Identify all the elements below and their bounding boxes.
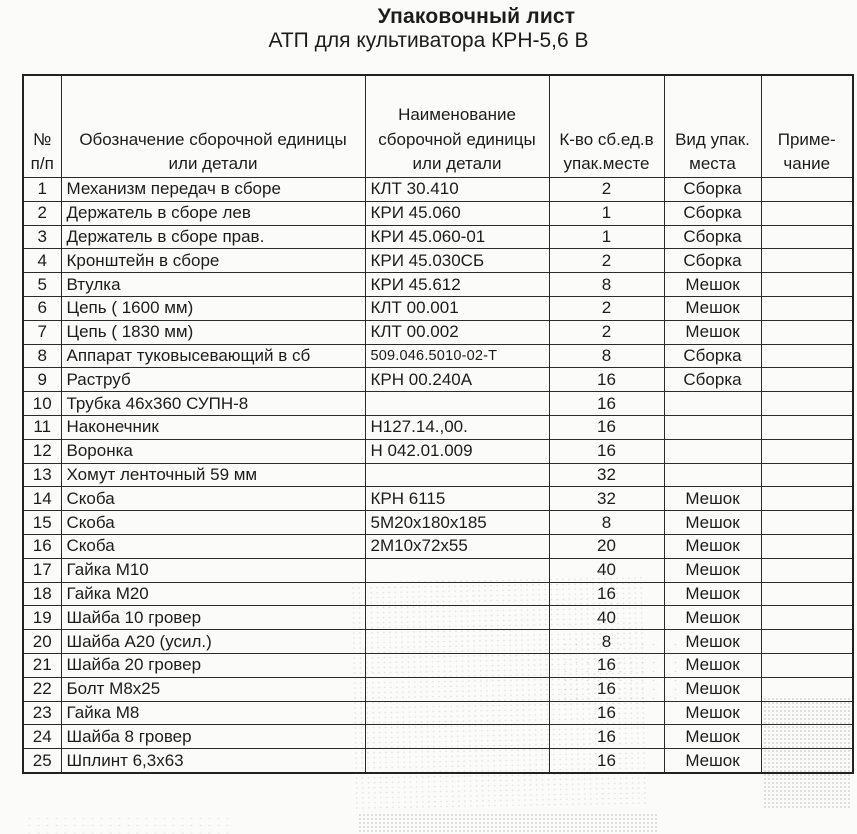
designation-cell: Держатель в сборе прав. <box>61 225 365 249</box>
package-type-cell: Сборка <box>664 344 761 368</box>
note-cell <box>761 582 853 606</box>
table-row <box>23 296 853 320</box>
table-row <box>23 677 853 701</box>
name-cell: КРИ 45.030СБ <box>365 249 549 273</box>
name-cell <box>365 463 549 487</box>
quantity-cell: 2 <box>549 249 664 273</box>
quantity-cell: 16 <box>549 701 664 725</box>
quantity-cell: 40 <box>549 558 664 582</box>
package-type-cell: Мешок <box>664 725 761 749</box>
name-cell <box>365 749 549 773</box>
note-cell <box>761 749 853 773</box>
package-type-cell: Мешок <box>664 701 761 725</box>
package-type-cell: Сборка <box>664 225 761 249</box>
quantity-cell: 16 <box>549 368 664 392</box>
row-number-cell: 12 <box>23 439 61 463</box>
document-subtitle: АТП для культиватора КРН-5,6 В <box>268 29 589 52</box>
row-number-cell: 9 <box>23 368 61 392</box>
name-cell <box>365 701 549 725</box>
quantity-cell: 16 <box>549 439 664 463</box>
row-number-cell: 2 <box>23 201 61 225</box>
designation-cell: Скоба <box>61 534 365 558</box>
name-cell: КЛТ 00.001 <box>365 296 549 320</box>
note-cell <box>761 320 853 344</box>
name-cell: КРИ 45.060-01 <box>365 225 549 249</box>
note-cell <box>761 511 853 535</box>
table-row <box>23 630 853 654</box>
designation-cell: Держатель в сборе лев <box>61 201 365 225</box>
package-type-cell: Сборка <box>664 178 761 202</box>
row-number-cell: 14 <box>23 487 61 511</box>
quantity-cell: 2 <box>549 320 664 344</box>
designation-cell: Аппарат туковысевающий в сб <box>61 344 365 368</box>
quantity-cell: 16 <box>549 582 664 606</box>
designation-cell: Шайба 8 гровер <box>61 725 365 749</box>
table-row <box>23 534 853 558</box>
designation-cell: Шплинт 6,3х63 <box>61 749 365 773</box>
name-cell <box>365 606 549 630</box>
row-number-cell: 10 <box>23 392 61 416</box>
table-row <box>23 439 853 463</box>
table-row <box>23 487 853 511</box>
note-cell <box>761 415 853 439</box>
table-row <box>23 249 853 273</box>
note-cell <box>761 701 853 725</box>
name-cell <box>365 653 549 677</box>
note-cell <box>761 368 853 392</box>
note-cell <box>761 725 853 749</box>
designation-cell: Кронштейн в сборе <box>61 249 365 273</box>
table-row <box>23 201 853 225</box>
row-number-cell: 16 <box>23 534 61 558</box>
package-type-cell: Мешок <box>664 534 761 558</box>
name-cell: Н 042.01.009 <box>365 439 549 463</box>
note-cell <box>761 439 853 463</box>
table-row <box>23 368 853 392</box>
package-type-cell: Мешок <box>664 558 761 582</box>
designation-cell: Воронка <box>61 439 365 463</box>
row-number-cell: 4 <box>23 249 61 273</box>
row-number-cell: 21 <box>23 653 61 677</box>
name-cell <box>365 392 549 416</box>
table-row <box>23 725 853 749</box>
row-number-cell: 18 <box>23 582 61 606</box>
designation-cell: Втулка <box>61 273 365 297</box>
package-type-cell <box>664 392 761 416</box>
name-cell: КРИ 45.612 <box>365 273 549 297</box>
document-title: Упаковочный лист <box>377 5 576 28</box>
row-number-cell: 6 <box>23 296 61 320</box>
note-cell <box>761 249 853 273</box>
scan-noise <box>358 813 658 834</box>
package-type-cell: Мешок <box>664 630 761 654</box>
quantity-cell: 16 <box>549 749 664 773</box>
note-cell <box>761 677 853 701</box>
package-type-cell: Мешок <box>664 749 761 773</box>
name-cell <box>365 558 549 582</box>
quantity-cell: 16 <box>549 415 664 439</box>
row-number-cell: 25 <box>23 749 61 773</box>
designation-cell: Раструб <box>61 368 365 392</box>
name-cell: КРН 6115 <box>365 487 549 511</box>
note-cell <box>761 630 853 654</box>
quantity-cell: 16 <box>549 725 664 749</box>
row-number-cell: 20 <box>23 630 61 654</box>
row-number-cell: 17 <box>23 558 61 582</box>
quantity-cell: 40 <box>549 606 664 630</box>
quantity-cell: 8 <box>549 273 664 297</box>
quantity-cell: 16 <box>549 392 664 416</box>
table-body <box>23 178 853 773</box>
designation-cell: Гайка М8 <box>61 701 365 725</box>
package-type-cell: Сборка <box>664 368 761 392</box>
quantity-cell: 16 <box>549 677 664 701</box>
table-row <box>23 344 853 368</box>
name-cell <box>365 725 549 749</box>
table-row <box>23 225 853 249</box>
package-type-cell: Мешок <box>664 677 761 701</box>
name-cell: Н127.14.,00. <box>365 415 549 439</box>
header-package-type: Вид упак. места <box>664 75 761 178</box>
table-row <box>23 273 853 297</box>
row-number-cell: 19 <box>23 606 61 630</box>
table-row <box>23 558 853 582</box>
note-cell <box>761 487 853 511</box>
name-cell: КРИ 45.060 <box>365 201 549 225</box>
note-cell <box>761 558 853 582</box>
name-cell <box>365 677 549 701</box>
row-number-cell: 1 <box>23 178 61 202</box>
note-cell <box>761 463 853 487</box>
quantity-cell: 32 <box>549 487 664 511</box>
table-row <box>23 606 853 630</box>
row-number-cell: 13 <box>23 463 61 487</box>
package-type-cell: Мешок <box>664 582 761 606</box>
name-cell: 5М20х180х185 <box>365 511 549 535</box>
row-number-cell: 23 <box>23 701 61 725</box>
designation-cell: Шайба А20 (усил.) <box>61 630 365 654</box>
note-cell <box>761 653 853 677</box>
package-type-cell: Мешок <box>664 273 761 297</box>
header-designation: Обозначение сборочной единицы или детали <box>61 75 365 178</box>
table-row <box>23 653 853 677</box>
row-number-cell: 7 <box>23 320 61 344</box>
name-cell: КРН 00.240А <box>365 368 549 392</box>
name-cell: КЛТ 00.002 <box>365 320 549 344</box>
note-cell <box>761 534 853 558</box>
package-type-cell <box>664 439 761 463</box>
quantity-cell: 8 <box>549 344 664 368</box>
note-cell <box>761 606 853 630</box>
designation-cell: Скоба <box>61 487 365 511</box>
package-type-cell: Мешок <box>664 511 761 535</box>
row-number-cell: 3 <box>23 225 61 249</box>
table-row <box>23 392 853 416</box>
table-row <box>23 415 853 439</box>
designation-cell: Болт М8х25 <box>61 677 365 701</box>
header-row-number: № п/п <box>23 75 61 178</box>
note-cell <box>761 225 853 249</box>
package-type-cell: Мешок <box>664 653 761 677</box>
table-row <box>23 701 853 725</box>
header-name: Наименование сборочной единицы или детали <box>365 75 549 178</box>
package-type-cell: Мешок <box>664 487 761 511</box>
package-type-cell: Мешок <box>664 296 761 320</box>
package-type-cell <box>664 415 761 439</box>
quantity-cell: 2 <box>549 296 664 320</box>
quantity-cell: 16 <box>549 653 664 677</box>
package-type-cell <box>664 463 761 487</box>
scan-noise <box>25 815 235 833</box>
header-quantity: К-во сб.ед.в упак.месте <box>549 75 664 178</box>
designation-cell: Шайба 20 гровер <box>61 653 365 677</box>
header-note: Приме-чание <box>761 75 853 178</box>
quantity-cell: 1 <box>549 225 664 249</box>
package-type-cell: Сборка <box>664 201 761 225</box>
quantity-cell: 2 <box>549 178 664 202</box>
table-row <box>23 582 853 606</box>
quantity-cell: 8 <box>549 511 664 535</box>
designation-cell: Гайка М20 <box>61 582 365 606</box>
designation-cell: Цепь ( 1830 мм) <box>61 320 365 344</box>
designation-cell: Скоба <box>61 511 365 535</box>
designation-cell: Хомут ленточный 59 мм <box>61 463 365 487</box>
row-number-cell: 8 <box>23 344 61 368</box>
table-header-row <box>23 75 853 178</box>
table-row <box>23 463 853 487</box>
quantity-cell: 20 <box>549 534 664 558</box>
package-type-cell: Мешок <box>664 606 761 630</box>
row-number-cell: 24 <box>23 725 61 749</box>
row-number-cell: 22 <box>23 677 61 701</box>
table-row <box>23 320 853 344</box>
package-type-cell: Сборка <box>664 249 761 273</box>
table-row <box>23 511 853 535</box>
designation-cell: Механизм передач в сборе <box>61 178 365 202</box>
note-cell <box>761 201 853 225</box>
note-cell <box>761 273 853 297</box>
name-cell: 2М10х72х55 <box>365 534 549 558</box>
quantity-cell: 1 <box>549 201 664 225</box>
row-number-cell: 11 <box>23 415 61 439</box>
name-cell <box>365 582 549 606</box>
designation-cell: Цепь ( 1600 мм) <box>61 296 365 320</box>
name-cell: КЛТ 30.410 <box>365 178 549 202</box>
row-number-cell: 5 <box>23 273 61 297</box>
note-cell <box>761 178 853 202</box>
name-cell <box>365 630 549 654</box>
row-number-cell: 15 <box>23 511 61 535</box>
table-row <box>23 749 853 773</box>
package-type-cell: Мешок <box>664 320 761 344</box>
designation-cell: Шайба 10 гровер <box>61 606 365 630</box>
designation-cell: Трубка 46х360 СУПН-8 <box>61 392 365 416</box>
table-row <box>23 178 853 202</box>
note-cell <box>761 344 853 368</box>
designation-cell: Наконечник <box>61 415 365 439</box>
note-cell <box>761 392 853 416</box>
quantity-cell: 8 <box>549 630 664 654</box>
name-cell: 509.046.5010-02-Т <box>365 344 549 368</box>
packing-list-table <box>22 74 854 774</box>
quantity-cell: 32 <box>549 463 664 487</box>
note-cell <box>761 296 853 320</box>
designation-cell: Гайка М10 <box>61 558 365 582</box>
